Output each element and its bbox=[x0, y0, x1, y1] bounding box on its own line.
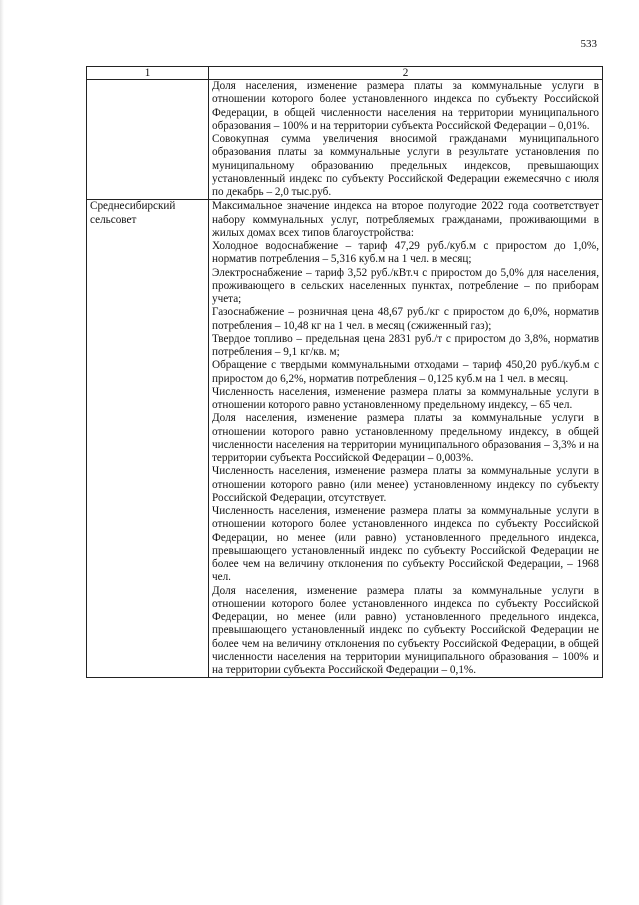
paragraph-total-increase-sum: Совокупная сумма увеличения вносимой гражданами муниципального образования платы за коммунальные услуги в результате установления по муниципальному образованию предельных индексов, превышающих установленный индекс по субъекту Российской Федерации ежемесячно с июля по декабрь – 2,0 тыс.руб. bbox=[212, 133, 599, 198]
paragraph-share-equal-index: Доля населения, изменение размера платы за коммунальные услуги в отношении которого равно установленному предельному индексу, в общей численности населения на территории муниципального образования – 3,3% и на территории субъекта Российской Федерации – 0,003%. bbox=[212, 412, 599, 464]
paragraph-gas: Газоснабжение – розничная цена 48,67 руб./кг с приростом до 6,0%, норматив потребления – 10,48 кг на 1 чел. в месяц (сжиженный газ); bbox=[212, 306, 599, 332]
table-header-row bbox=[87, 67, 603, 80]
scan-margin-shadow bbox=[0, 0, 4, 905]
table-row bbox=[87, 200, 603, 678]
document-table bbox=[86, 66, 603, 678]
municipality-cell bbox=[87, 80, 209, 200]
paragraph-solid-fuel: Твердое топливо – предельная цена 2831 руб./т с приростом до 3,8%, норматив потребления – 9,1 кг/кв. м; bbox=[212, 332, 599, 358]
paragraph-share-above-index: Доля населения, изменение размера платы за коммунальные услуги в отношении которого более установленного индекса по субъекту Российской Федерации, но менее (или равно) установленного предельного индекса, превышающего установленный индекс по субъекту Российской Федерации не более чем на величину отклонения по субъекту Российской Федерации, в общей численности населения на территории муниципального образования – 100% и на территории субъекта Российской Федерации – 0,1%. bbox=[212, 584, 599, 676]
table-row bbox=[87, 80, 603, 200]
paragraph-max-index: Максимальное значение индекса на второе полугодие 2022 года соответствует набору коммунальных услуг, потребляемых гражданами, проживающими в жилых домах всех типов благоустройства: bbox=[212, 200, 599, 239]
paragraph-cold-water: Холодное водоснабжение – тариф 47,29 руб./куб.м с приростом до 1,0%, норматив потребления – 5,316 куб.м на 1 чел. в месяц; bbox=[212, 240, 599, 266]
paragraph-population-below-index: Численность населения, изменение размера платы за коммунальные услуги в отношении которого равно (или менее) установленному индексу по субъекту Российской Федерации, отсутствует. bbox=[212, 465, 599, 504]
column-header-2: 2 bbox=[209, 67, 603, 80]
paragraph-population-equal-index: Численность населения, изменение размера платы за коммунальные услуги в отношении которого равно установленному предельному индексу, – 65 чел. bbox=[212, 385, 599, 411]
municipality-cell: Среднесибирский сельсовет bbox=[87, 200, 209, 678]
paragraph-population-above-index: Численность населения, изменение размера платы за коммунальные услуги в отношении которого более установленного индекса по субъекту Российской Федерации, но менее (или равно) установленного предельного индекса, превышающего установленный индекс по субъекту Российской Федерации не более чем на величину отклонения по субъекту Российской Федерации, – 1968 чел. bbox=[212, 505, 599, 584]
paragraph-population-share-above-index: Доля населения, изменение размера платы за коммунальные услуги в отношении которого более установленного индекса по субъекту Российской Федерации, в общей численности населения на территории муниципального образования – 100% и на территории субъекта Российской Федерации – 0,01%. bbox=[212, 80, 599, 132]
column-header-1: 1 bbox=[87, 67, 209, 80]
paragraph-electricity: Электроснабжение – тариф 3,52 руб./кВт.ч с приростом до 5,0% для населения, проживающего в сельских населенных пунктах, потребление – по приборам учета; bbox=[212, 266, 599, 305]
indicator-cell bbox=[209, 80, 603, 200]
indicator-cell bbox=[209, 200, 603, 678]
page-number: 533 bbox=[580, 38, 597, 50]
paragraph-waste: Обращение с твердыми коммунальными отходами – тариф 450,20 руб./куб.м с приростом до 6,2%, норматив потребления – 0,125 куб.м на 1 чел. в месяц. bbox=[212, 359, 599, 385]
